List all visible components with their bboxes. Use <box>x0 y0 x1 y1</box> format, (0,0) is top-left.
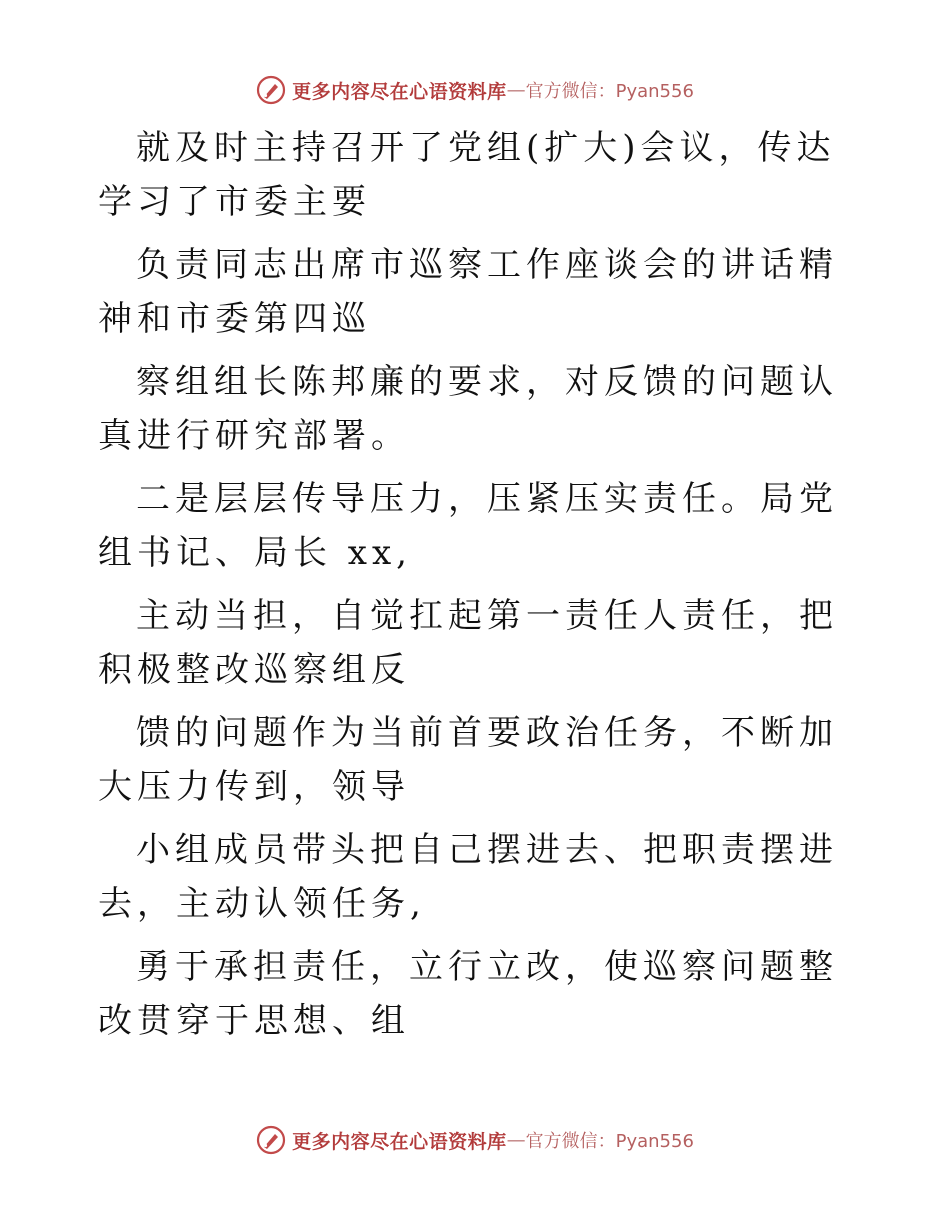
watermark-banner-bottom <box>0 1120 950 1160</box>
watermark-separator: — <box>506 1129 526 1151</box>
paragraph: 馈的问题作为当前首要政治任务，不断加大压力传到，领导 <box>98 713 838 807</box>
document-body <box>98 121 858 1057</box>
paragraph: 主动当担，自觉扛起第一责任人责任，把积极整改巡察组反 <box>98 596 838 690</box>
watermark-wechat-text: 官方微信：Pyan556 <box>525 1131 694 1152</box>
paragraph: 二是层层传导压力，压紧压实责任。局党组书记、局长 xx, <box>98 479 838 573</box>
watermark-separator: — <box>506 79 526 101</box>
paragraph: 小组成员带头把自己摆进去、把职责摆进去，主动认领任务, <box>98 830 838 924</box>
paragraph: 就及时主持召开了党组(扩大)会议，传达学习了市委主要 <box>98 128 836 222</box>
paragraph: 负责同志出席市巡察工作座谈会的讲话精神和市委第四巡 <box>98 245 838 339</box>
pen-in-circle-icon <box>256 75 286 105</box>
paragraph: 勇于承担责任，立行立改，使巡察问题整改贯穿于思想、组 <box>98 947 838 1041</box>
watermark-site-text: 更多内容尽在心语资料库 <box>292 1130 507 1153</box>
watermark-banner-top <box>0 70 950 110</box>
watermark-wechat-text: 官方微信：Pyan556 <box>525 81 694 102</box>
watermark-site-text: 更多内容尽在心语资料库 <box>292 80 507 103</box>
pen-in-circle-icon <box>256 1125 286 1155</box>
paragraph: 察组组长陈邦廉的要求，对反馈的问题认真进行研究部署。 <box>98 362 838 456</box>
